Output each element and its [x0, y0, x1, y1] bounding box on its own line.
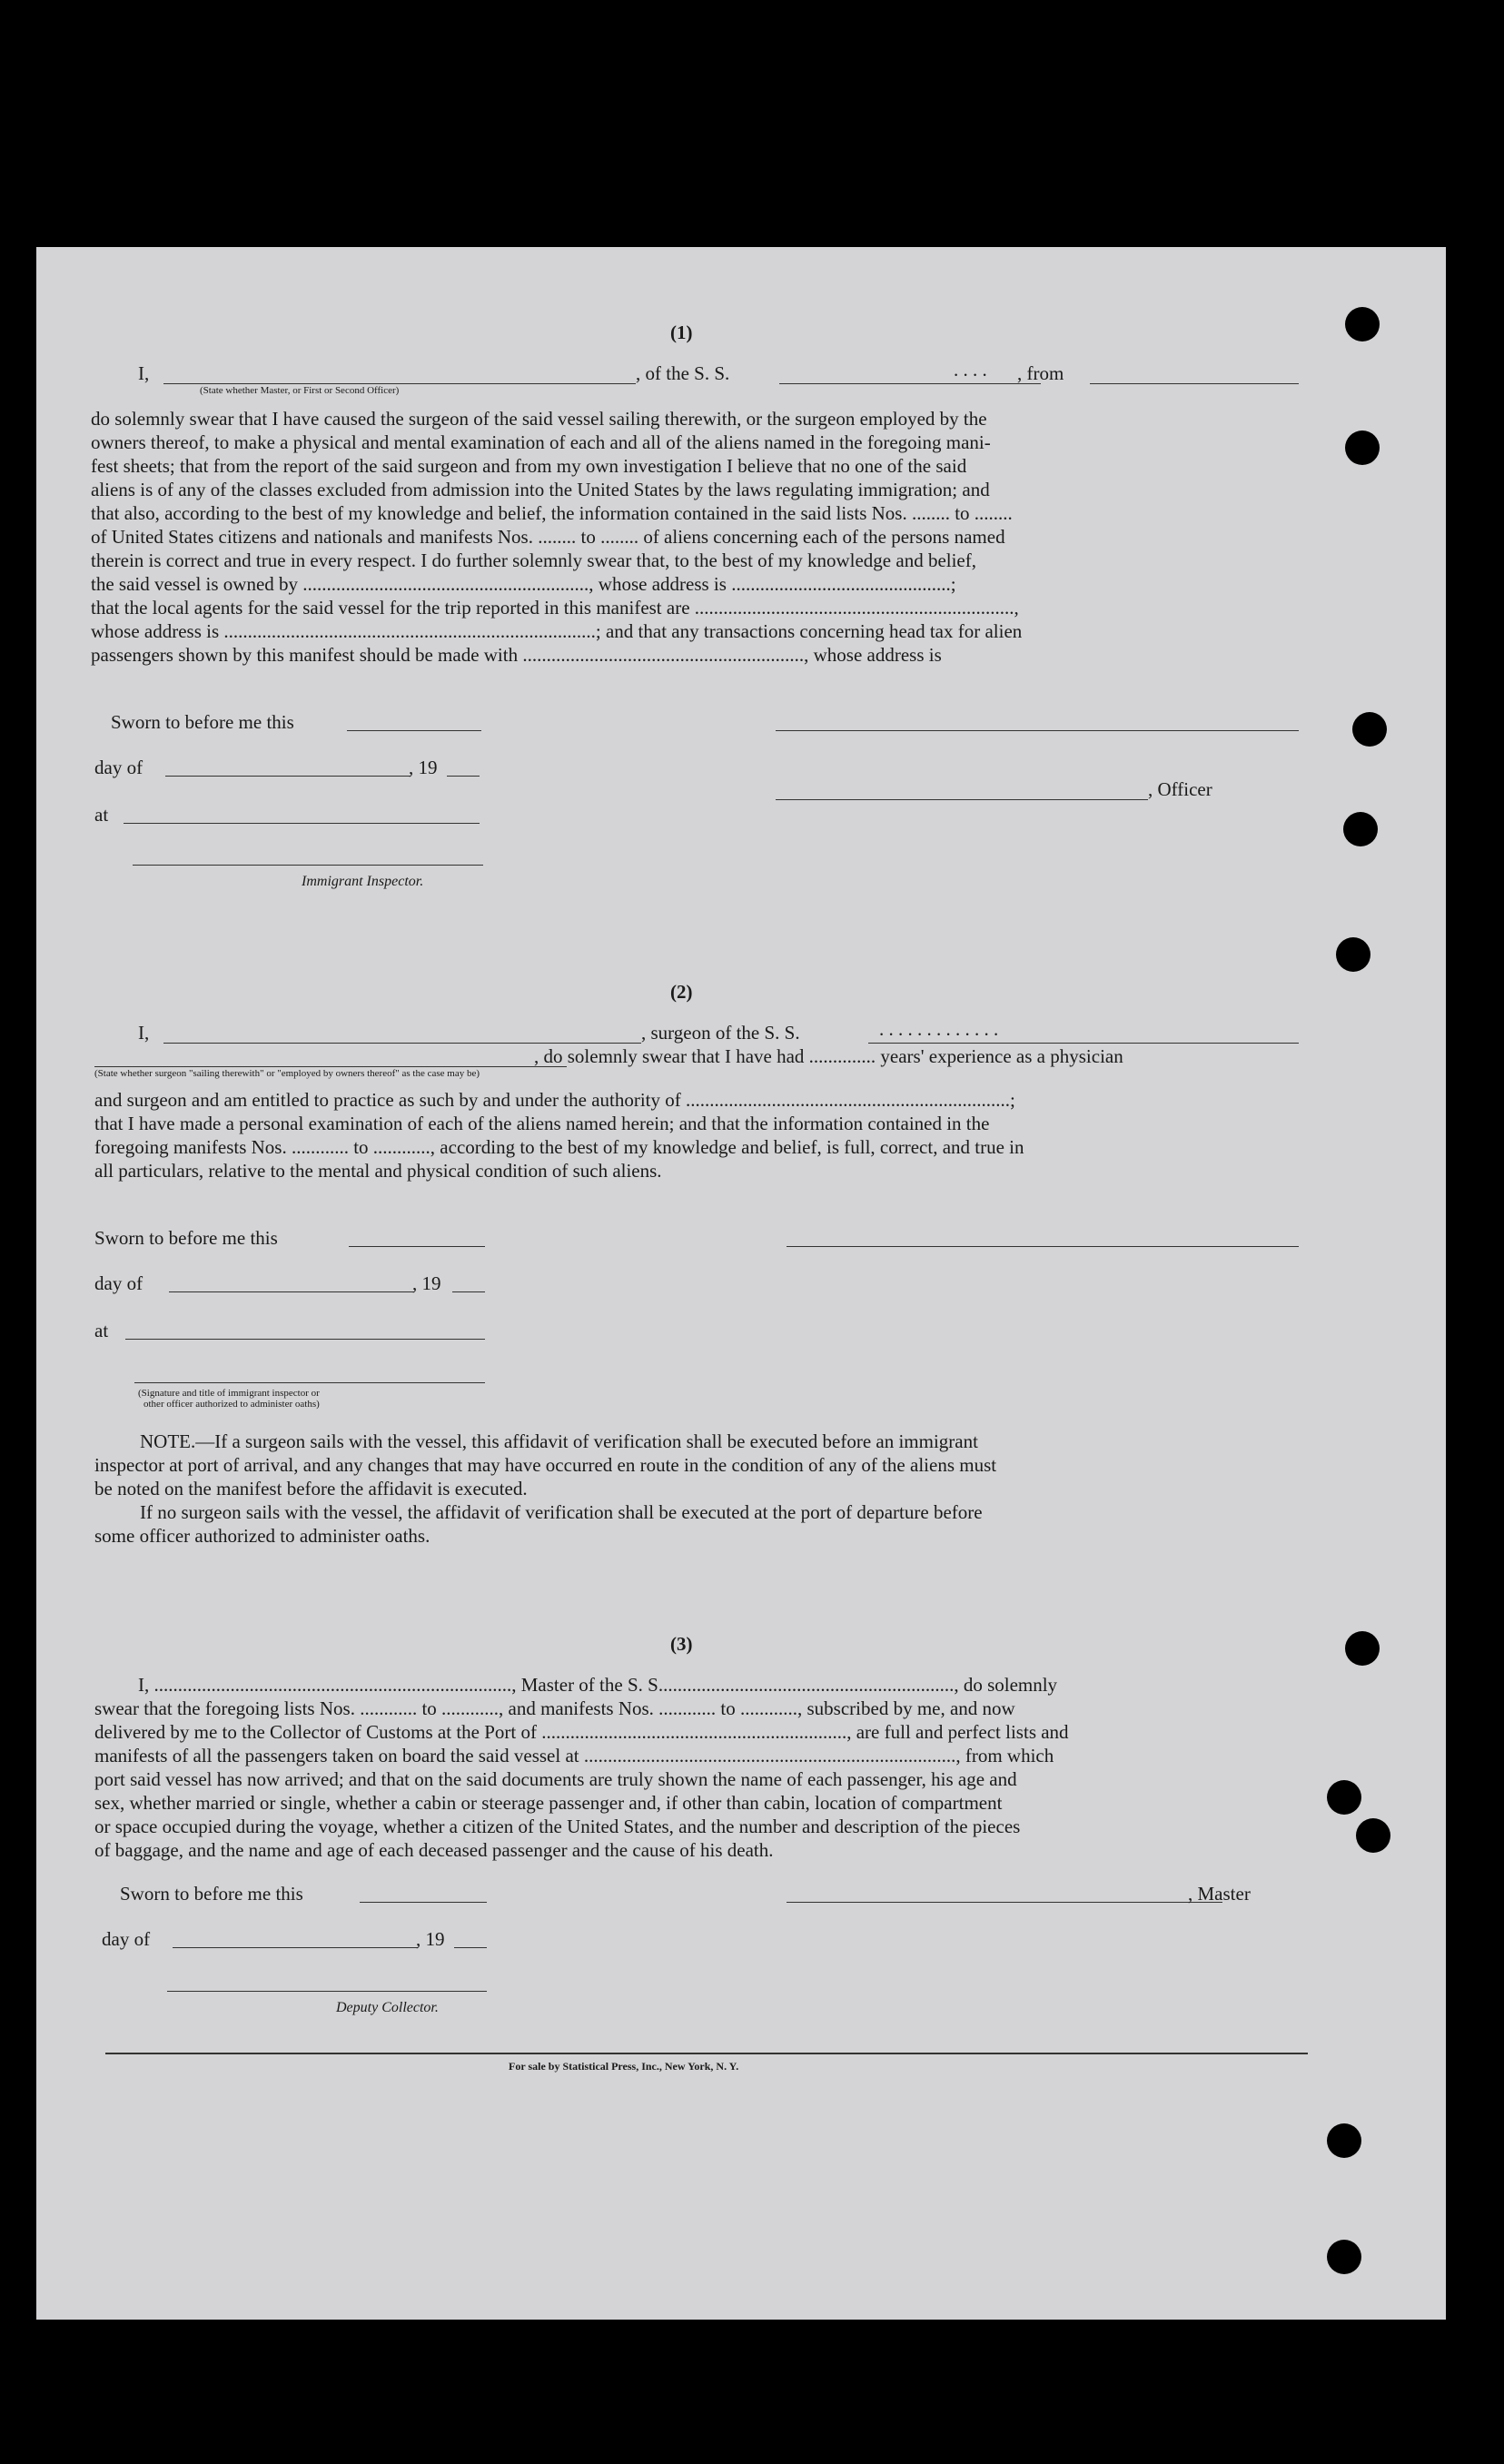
- s3-para-line: or space occupied during the voyage, whether a citizen of the United States, and the number and description of the pieces: [94, 1816, 1021, 1837]
- binder-hole: [1345, 1631, 1380, 1666]
- s2-ship-dots: . . . . . . . . . . . . .: [879, 1018, 999, 1040]
- binder-hole: [1356, 1818, 1390, 1853]
- s3-day-of: day of: [102, 1928, 151, 1950]
- s2-sig-note-1: (Signature and title of immigrant inspector or: [138, 1388, 320, 1399]
- s3-year-line: [454, 1947, 487, 1948]
- binder-hole: [1343, 812, 1378, 846]
- s3-collector-line: [167, 1991, 487, 1992]
- s1-officer-line: [163, 383, 636, 384]
- s2-sworn-line: [349, 1246, 485, 1247]
- s2-surgeon-sign-line: [787, 1246, 1299, 1247]
- s2-sworn: Sworn to before me this: [94, 1227, 278, 1249]
- s2-para-line: that I have made a personal examination of each of the aliens named herein; and that the information contained in the: [94, 1113, 990, 1134]
- s1-from-line: [1090, 383, 1299, 384]
- s2-paragraph: [94, 1088, 1308, 1183]
- s3-para-line: sex, whether married or single, whether a cabin or steerage passenger and, if other than cabin, location of compartment: [94, 1792, 1003, 1814]
- s1-paragraph: [91, 407, 1308, 667]
- s1-inspector-line: [133, 865, 483, 866]
- s1-day-of: day of: [94, 757, 143, 778]
- s1-para-line: that the local agents for the said vessel for the trip reported in this manifest are ...................................................................,: [91, 597, 1019, 618]
- s2-day-line: [169, 1291, 414, 1292]
- s2-para-line: foregoing manifests Nos. ............ to ............, according to the best of my knowledge and belief, is full, correct, and true in: [94, 1136, 1024, 1158]
- s1-para-line: aliens is of any of the classes excluded from admission into the United States by the laws regulating immigration; and: [91, 479, 990, 500]
- s1-oath-i: I,: [138, 362, 150, 384]
- s3-para-line: swear that the foregoing lists Nos. ............ to ............, and manifests Nos. ............ to ............, subscribed by me, and now: [94, 1697, 1015, 1719]
- s2-year: , 19: [412, 1272, 441, 1294]
- s3-para-line: of baggage, and the name and age of each deceased passenger and the cause of his death.: [94, 1839, 774, 1861]
- binder-hole: [1336, 937, 1370, 972]
- binder-hole: [1327, 2240, 1361, 2274]
- s3-para-line: port said vessel has now arrived; and that on the said documents are truly shown the name of each passenger, his age and: [94, 1768, 1017, 1790]
- s1-para-line: do solemnly swear that I have caused the surgeon of the said vessel sailing therewith, or the surgeon employed by the: [91, 408, 987, 430]
- s3-collector: Deputy Collector.: [336, 2000, 439, 2015]
- s1-para-line: the said vessel is owned by ............................................................, whose address is ..............................................;: [91, 573, 956, 595]
- binder-hole: [1352, 712, 1387, 747]
- s1-sworn-line: [347, 730, 481, 731]
- s2-inspector-line: [134, 1382, 485, 1383]
- s3-paragraph: [94, 1673, 1308, 1862]
- s1-para-line: of United States citizens and nationals and manifests Nos. ........ to ........ of aliens concerning each of the persons named: [91, 526, 1005, 548]
- footer-rule: [105, 2053, 1308, 2054]
- s3-master: , Master: [1188, 1883, 1251, 1905]
- s1-day-line: [165, 776, 411, 777]
- s3-sworn: Sworn to before me this: [120, 1883, 303, 1905]
- s2-title-line: [94, 1066, 567, 1067]
- s1-of-ship: , of the S. S.: [636, 362, 730, 384]
- s1-para-line: whose address is ..............................................................................; and that any transactions concerning head tax for alien: [91, 620, 1023, 642]
- s1-officer-sign-line: [776, 799, 1148, 800]
- s1-para-line: therein is correct and true in every respect. I do further solemnly swear that, to the best of my knowledge and belief,: [91, 549, 976, 571]
- s1-from: , from: [1017, 362, 1064, 384]
- s1-at-line: [124, 823, 480, 824]
- s1-ship-line: [779, 383, 1041, 384]
- s2-oath-i: I,: [138, 1022, 150, 1044]
- s2-note-line: inspector at port of arrival, and any changes that may have occurred en route in the condition of any of the aliens must: [94, 1454, 997, 1476]
- s2-at-line: [125, 1339, 485, 1340]
- s1-para-line: owners thereof, to make a physical and mental examination of each and all of the aliens named in the foregoing mani-: [91, 431, 991, 453]
- s1-officer-name-line: [776, 730, 1299, 731]
- s2-para-line: all particulars, relative to the mental and physical condition of such aliens.: [94, 1160, 662, 1182]
- s2-ship-line: [868, 1043, 1299, 1044]
- s2-note: [94, 1430, 1308, 1548]
- binder-hole: [1327, 1780, 1361, 1815]
- s1-at: at: [94, 804, 109, 826]
- s1-year-line: [447, 776, 480, 777]
- s3-master-line: [787, 1902, 1222, 1903]
- s1-officer-note: (State whether Master, or First or Second Officer): [200, 385, 400, 396]
- s3-para-line: delivered by me to the Collector of Customs at the Port of ................................................................, are full and perfect lists and: [94, 1721, 1069, 1743]
- section-3-heading: (3): [670, 1633, 693, 1655]
- s2-surgeon-note: (State whether surgeon "sailing therewith" or "employed by owners thereof" as the case may be): [94, 1068, 480, 1079]
- s2-at: at: [94, 1320, 109, 1341]
- s2-note-line: be noted on the manifest before the affidavit is executed.: [94, 1478, 528, 1499]
- s2-note-line: some officer authorized to administer oaths.: [94, 1525, 430, 1547]
- s2-name-line: [163, 1043, 641, 1044]
- s2-line2: , do solemnly swear that I have had .............. years' experience as a physician: [534, 1045, 1123, 1067]
- s1-ship-dots: . . . .: [954, 359, 987, 381]
- s1-para-line: passengers shown by this manifest should be made with ..........................................................., whose address is: [91, 644, 942, 666]
- s3-year: , 19: [416, 1928, 445, 1950]
- section-2-heading: (2): [670, 981, 693, 1003]
- s2-para-line: and surgeon and am entitled to practice as such by and under the authority of ....................................................................;: [94, 1089, 1015, 1111]
- s2-year-line: [452, 1291, 485, 1292]
- s2-note-line: NOTE.—If a surgeon sails with the vessel, this affidavit of verification shall be executed before an immigrant: [140, 1430, 978, 1452]
- s2-note-line: If no surgeon sails with the vessel, the affidavit of verification shall be executed at the port of departure before: [140, 1501, 983, 1523]
- binder-hole: [1345, 430, 1380, 465]
- s3-sworn-line: [360, 1902, 487, 1903]
- binder-hole: [1327, 2123, 1361, 2158]
- s3-para-line: I, ..........................................................................., Master of the S. S.............................................................., do solemnly: [138, 1674, 1058, 1696]
- s1-year: , 19: [409, 757, 438, 778]
- s1-para-line: that also, according to the best of my knowledge and belief, the information contained in the said lists Nos. ........ to ........: [91, 502, 1013, 524]
- section-1-heading: (1): [670, 322, 693, 343]
- s3-para-line: manifests of all the passengers taken on board the said vessel at .............................................................................., from which: [94, 1745, 1054, 1766]
- s2-day-of: day of: [94, 1272, 143, 1294]
- s1-officer: , Officer: [1148, 778, 1212, 800]
- s2-sig-note-2: other officer authorized to administer oaths): [143, 1399, 320, 1410]
- printer-imprint: For sale by Statistical Press, Inc., New York, N. Y.: [509, 2060, 739, 2073]
- manifest-page: [36, 247, 1446, 2320]
- s1-inspector: Immigrant Inspector.: [302, 874, 424, 889]
- binder-hole: [1345, 307, 1380, 341]
- s1-sworn: Sworn to before me this: [111, 711, 294, 733]
- s3-day-line: [173, 1947, 418, 1948]
- s1-para-line: fest sheets; that from the report of the said surgeon and from my own investigation I believe that no one of the said: [91, 455, 967, 477]
- s2-surgeon: , surgeon of the S. S.: [641, 1022, 800, 1044]
